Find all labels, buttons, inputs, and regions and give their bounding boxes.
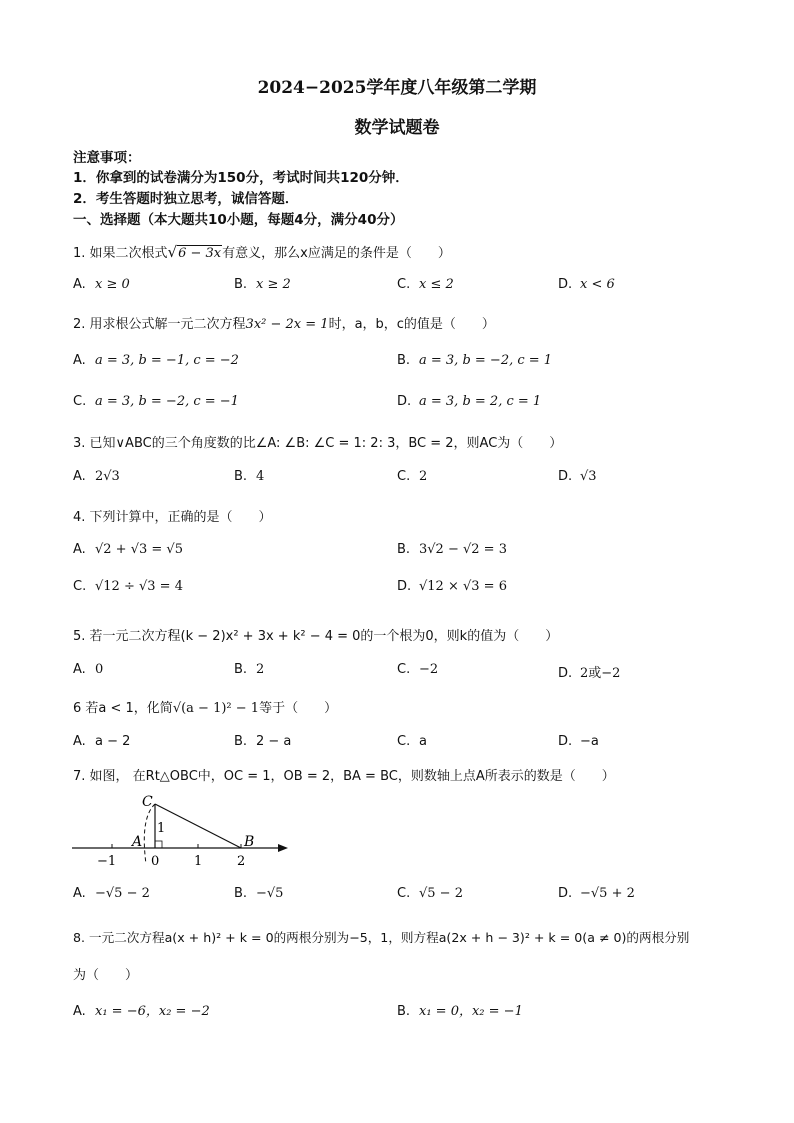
- right-angle-mark: [155, 841, 162, 848]
- q1-option-a[interactable]: A. x ≥ 0: [73, 277, 130, 292]
- q8-option-b[interactable]: B. x₁ = 0，x₂ = −1: [397, 1004, 523, 1019]
- label-b: B: [244, 834, 255, 850]
- tick-label-1: 1: [194, 854, 203, 868]
- notes-item-1: 1．你拿到的试卷满分为150分，考试时间共120分钟．: [73, 170, 409, 186]
- question-1-post: 有意义，那么x应满足的条件是（ ）: [222, 246, 451, 261]
- q1-option-d[interactable]: D. x < 6: [558, 277, 615, 292]
- q3-option-b[interactable]: B. 4: [234, 469, 265, 484]
- q3-option-a[interactable]: A. 2√3: [73, 469, 120, 484]
- question-5: 5. 若一元二次方程(k − 2)x² + 3x + k² − 4 = 0的一个根为0，则k的值为（ ）: [73, 629, 559, 644]
- question-2: 2. 用求根公式解一元二次方程3x² − 2x = 1时，a，b，c的值是（ ）: [73, 317, 495, 332]
- question-1: 1. 如果二次根式√6 − 3x有意义，那么x应满足的条件是（ ）: [73, 243, 451, 261]
- question-3: 3. 已知∨ABC的三个角度数的比∠A: ∠B: ∠C = 1: 2: 3，BC = 2，则AC为（ ）: [73, 436, 563, 451]
- q6-option-d[interactable]: D. −a: [558, 734, 599, 749]
- notes-heading: 注意事项：: [73, 150, 141, 166]
- q4-option-d[interactable]: D. √12 × √3 = 6: [397, 579, 507, 594]
- q5-option-c[interactable]: C. −2: [397, 662, 439, 677]
- exam-subtitle: 数学试题卷: [354, 118, 440, 138]
- q6-option-a[interactable]: A. a − 2: [73, 734, 131, 749]
- q4-option-a[interactable]: A. √2 + √3 = √5: [73, 542, 183, 557]
- q2-option-a[interactable]: A. a = 3, b = −1, c = −2: [73, 353, 239, 368]
- q5-option-a[interactable]: A. 0: [73, 662, 104, 677]
- q4-option-b[interactable]: B. 3√2 − √2 = 3: [397, 542, 507, 557]
- number-line-figure: [66, 788, 296, 868]
- question-4: 4. 下列计算中，正确的是（ ）: [73, 510, 272, 525]
- q7-option-d[interactable]: D. −√5 + 2: [558, 886, 635, 901]
- question-1-radicand: 6 − 3x: [178, 246, 222, 261]
- q1-option-c[interactable]: C. x ≤ 2: [397, 277, 454, 292]
- section-heading: 一、选择题（本大题共10小题，每题4分，满分40分）: [73, 212, 404, 228]
- question-1-pre: 1. 如果二次根式: [73, 246, 168, 261]
- q2-option-d[interactable]: D. a = 3, b = 2, c = 1: [397, 394, 542, 409]
- q7-option-b[interactable]: B. −√5: [234, 886, 284, 901]
- label-c: C: [142, 794, 153, 810]
- q7-option-c[interactable]: C. √5 − 2: [397, 886, 463, 901]
- q5-option-b[interactable]: B. 2: [234, 662, 265, 677]
- q4-option-c[interactable]: C. √12 ÷ √3 = 4: [73, 579, 183, 594]
- q6-option-c[interactable]: C. a: [397, 734, 427, 749]
- tick-label-0: 0: [151, 854, 160, 868]
- segment-cb: [155, 804, 241, 848]
- q7-option-a[interactable]: A. −√5 − 2: [73, 886, 150, 901]
- q2-option-c[interactable]: C. a = 3, b = −2, c = −1: [73, 394, 239, 409]
- q1-option-b[interactable]: B. x ≥ 2: [234, 277, 291, 292]
- question-7: 7. 如图， 在Rt△OBC中，OC = 1，OB = 2，BA = BC，则数轴上点A所表示的数是（ ）: [73, 769, 615, 784]
- label-a: A: [132, 834, 143, 850]
- notes-item-2: 2．考生答题时独立思考，诚信答题．: [73, 191, 299, 207]
- question-2-equation: 3x² − 2x = 1: [245, 317, 329, 332]
- q5-option-d[interactable]: D. 2或−2: [558, 666, 621, 681]
- q3-option-d[interactable]: D. √3: [558, 469, 597, 484]
- q6-option-b[interactable]: B. 2 − a: [234, 734, 292, 749]
- question-8-line-1: 8. 一元二次方程a(x + h)² + k = 0的两根分别为−5，1，则方程a(2x + h − 3)² + k = 0(a ≠ 0)的两根分别: [73, 930, 690, 945]
- label-oc-length: 1: [157, 821, 166, 836]
- question-8-line-2: 为（ ）: [73, 968, 139, 983]
- axis-arrow: [278, 844, 288, 852]
- tick-label-2: 2: [237, 854, 246, 868]
- exam-title: 2024−2025学年度八年级第二学期: [257, 78, 537, 98]
- q2-option-b[interactable]: B. a = 3, b = −2, c = 1: [397, 353, 553, 368]
- q3-option-c[interactable]: C. 2: [397, 469, 428, 484]
- question-6: 6 若a < 1，化简√(a − 1)² − 1等于（ ）: [73, 701, 338, 716]
- question-6-expression: √(a − 1)² − 1: [172, 701, 260, 716]
- tick-label-minus-1: −1: [97, 854, 117, 868]
- q8-option-a[interactable]: A. x₁ = −6，x₂ = −2: [73, 1004, 210, 1019]
